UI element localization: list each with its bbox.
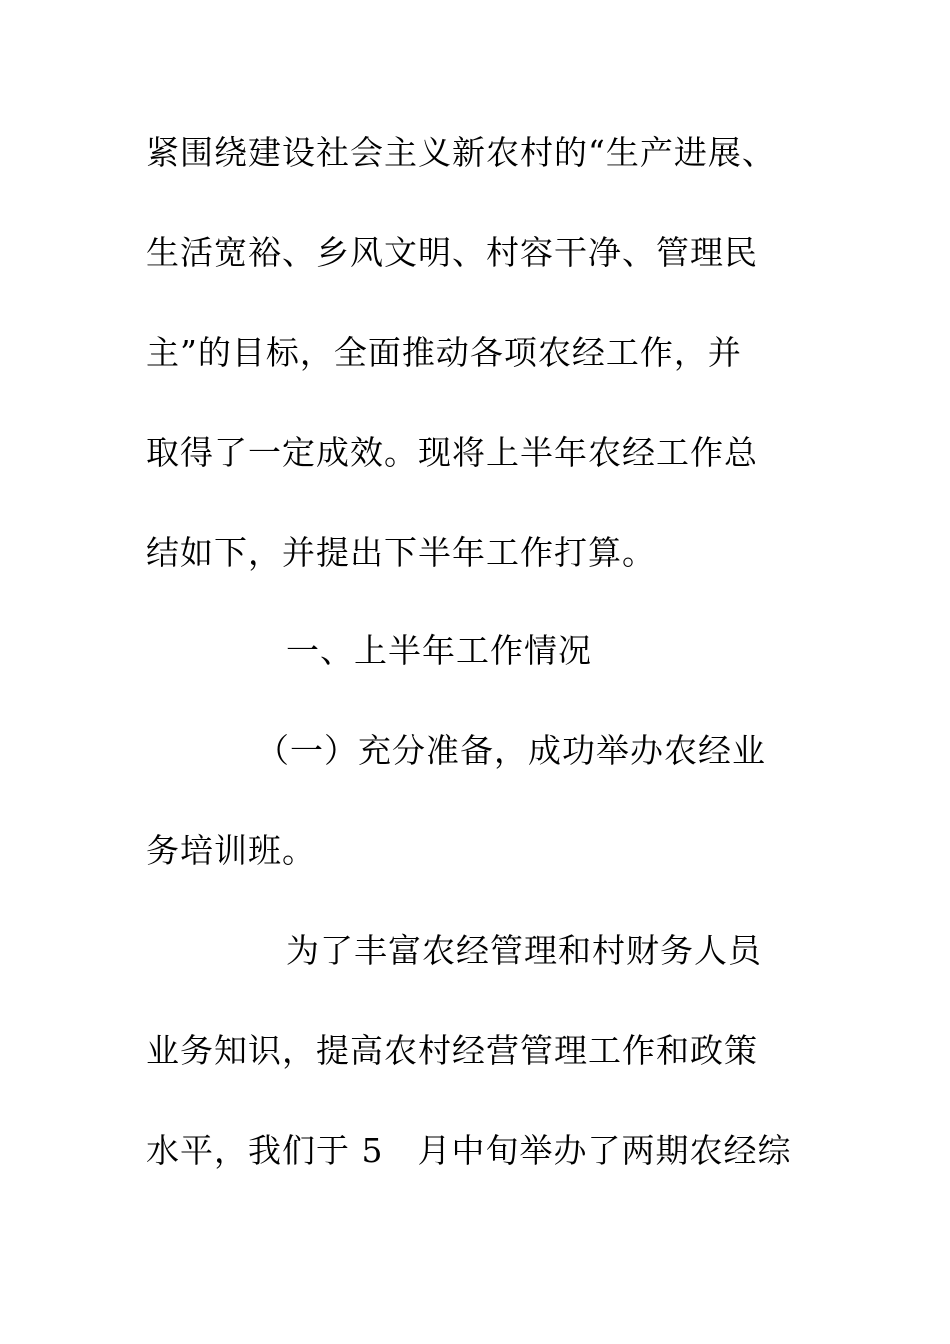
body-text-line: 生活宽裕、乡风文明、村容干净、管理民: [146, 233, 758, 272]
body-text-line: 紧围绕建设社会主义新农村的“生产进展、: [146, 133, 776, 172]
body-text-line: 水平，我们于 5 月中旬举办了两期农经综: [146, 1131, 792, 1170]
body-text-line: 取得了一定成效。现将上半年农经工作总: [146, 433, 758, 472]
body-text-line: 主”的目标，全面推动各项农经工作，并: [146, 333, 742, 372]
subsection-heading-continued: 务培训班。: [146, 831, 316, 870]
body-text-line: 结如下，并提出下半年工作打算。: [146, 533, 656, 572]
body-text-line: 业务知识，提高农村经营管理工作和政策: [146, 1031, 758, 1070]
subsection-heading: （一）充分准备，成功举办农经业: [256, 731, 766, 770]
paragraph-first-line: 为了丰富农经管理和村财务人员: [286, 931, 762, 970]
section-heading: 一、上半年工作情况: [286, 631, 592, 670]
